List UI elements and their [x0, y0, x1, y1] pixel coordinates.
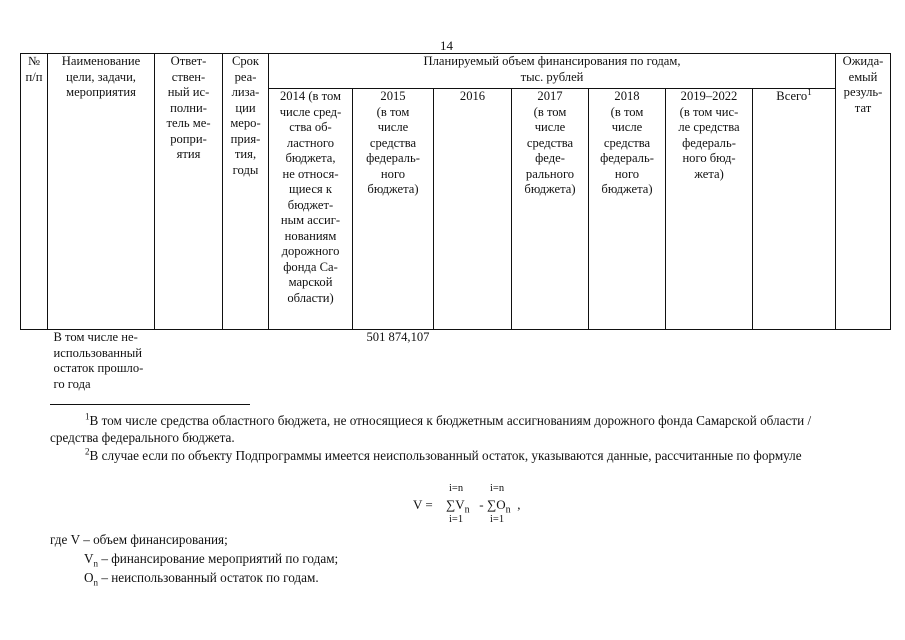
footnote-separator: [50, 404, 250, 405]
where-line-2-symbol: V: [84, 551, 94, 566]
financing-table: [20, 53, 891, 392]
header-year-2017: 2017 (в том числе средства феде- рального бюджета): [512, 89, 589, 330]
footnote-2-text: В случае если по объекту Подпрограммы имеется неиспользованный остаток, указываются данные, рассчитанные по формуле: [89, 448, 802, 463]
header-year-2018: 2018 (в том числе средства федераль- ного бюджета): [589, 89, 666, 330]
formula-sum2-lower: i=1: [490, 514, 505, 525]
row-total: [753, 330, 836, 393]
footnote-2: [50, 447, 860, 464]
footnote-2-mark: 2: [85, 446, 90, 457]
formula-tail: ,: [514, 497, 521, 512]
header-year-2014: 2014 (в том числе сред- ства об- ластного бюджета, не относя- щиеся к бюджет- ным ассиг- нованиям дорожного фонда Са- марской области): [269, 89, 353, 330]
header-total-label: Всего: [776, 89, 808, 103]
row-number: [21, 330, 48, 393]
row-label: В том числе не- использованный остаток прошло- го года: [53, 330, 144, 391]
formula-sum2: [487, 497, 511, 516]
where-line-1: где V – объем финансирования;: [50, 532, 228, 547]
header-year-2015: 2015 (в том числе средства федераль- ного бюджета): [353, 89, 434, 330]
row-2016: [434, 330, 512, 393]
footnote-1-text: В том числе средства областного бюджета, не относящиеся к бюджетным ассигнованиям дорожного фонда Самарской области / средства федерального бюджета.: [50, 413, 812, 445]
where-line-2-sub: n: [93, 558, 99, 569]
header-year-2016: 2016: [434, 89, 512, 330]
where-line-3-symbol: O: [84, 570, 94, 585]
row-responsible: [155, 330, 223, 393]
header-total: [753, 86, 836, 330]
row-result: [836, 330, 891, 393]
formula-sum1-upper: i=n: [449, 483, 464, 494]
header-responsible: Ответ- ствен- ный ис- полни- тель ме- ропри- ятия: [155, 54, 223, 330]
formula-sum2-upper: i=n: [490, 483, 505, 494]
where-line-3-text: – неиспользованный остаток по годам.: [98, 570, 319, 585]
header-name: Наименование цели, задачи, мероприятия: [48, 54, 155, 330]
where-line-3: [84, 568, 319, 593]
header-number: № п/п: [21, 54, 48, 330]
formula-sum1: [446, 497, 470, 516]
row-2018: [589, 330, 666, 393]
footnote-1-mark: 1: [85, 411, 90, 422]
formula-sum1-term: ∑V: [446, 497, 465, 512]
formula-sum2-sub: n: [505, 504, 511, 516]
where-line-3-sub: n: [93, 577, 99, 588]
row-2019-2022: [666, 330, 753, 393]
header-term: Срок реа- лиза- ции меро- прия- тия, годы: [223, 54, 269, 330]
formula-sum2-term: ∑O: [487, 497, 506, 512]
formula-sum1-lower: i=1: [449, 514, 464, 525]
header-total-footnote-mark: 1: [807, 86, 812, 97]
header-expected-result: Ожида- емый резуль- тат: [836, 54, 891, 330]
row-2017: [512, 330, 589, 393]
header-planned-financing: Планируемый объем финансирования по годам, тыс. рублей: [269, 54, 836, 89]
where-line-2-text: – финансирование мероприятий по годам;: [98, 551, 339, 566]
row-term: [223, 330, 269, 393]
row-2015-value: 501 874,107: [366, 330, 430, 344]
header-year-2019-2022: 2019–2022 (в том чис- ле средства федераль- ного бюд- жета): [666, 89, 753, 330]
footnote-1: [50, 412, 860, 446]
formula-lhs: V =: [413, 497, 433, 512]
formula-minus: -: [476, 497, 487, 512]
formula-sum1-sub: n: [464, 504, 470, 516]
page-number: 14: [440, 38, 453, 53]
row-2014: [269, 330, 353, 393]
